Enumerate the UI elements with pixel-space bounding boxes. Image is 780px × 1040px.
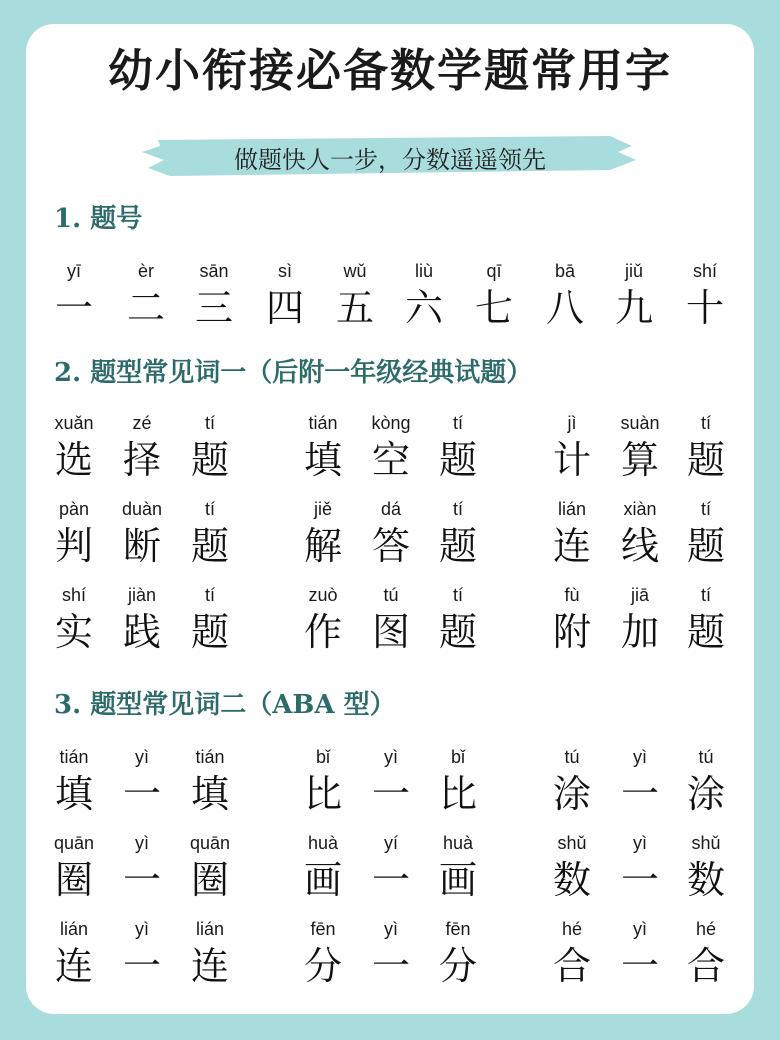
character-cell [542, 412, 602, 486]
hanzi-character: 一 [122, 858, 161, 902]
character-cell [293, 498, 353, 572]
character-cell [44, 746, 104, 820]
hanzi-character: 题 [438, 524, 477, 568]
pinyin-label: tí [700, 499, 711, 519]
pinyin-label: hé [561, 919, 583, 939]
pinyin-label: jiàn [127, 585, 157, 605]
hanzi-character: 七 [474, 286, 513, 330]
subtitle: 做题快人一步，分数遥遥领先 [234, 146, 546, 174]
character-cell [464, 260, 524, 334]
hanzi-character: 填 [54, 772, 93, 816]
hanzi-character: 一 [122, 772, 161, 816]
pinyin-label: lián [557, 499, 587, 519]
pinyin-label: tí [452, 413, 463, 433]
character-cell [361, 746, 421, 820]
pinyin-label: lián [59, 919, 89, 939]
pinyin-label: yì [134, 833, 149, 853]
hanzi-character: 一 [122, 944, 161, 988]
character-cell [293, 412, 353, 486]
hanzi-character: 一 [54, 286, 93, 330]
character-cell [184, 260, 244, 334]
character-cell [542, 746, 602, 820]
hanzi-character: 连 [54, 944, 93, 988]
hanzi-character: 填 [303, 438, 342, 482]
hanzi-character: 数 [552, 858, 591, 902]
character-cell [361, 584, 421, 658]
hanzi-character: 填 [190, 772, 229, 816]
pinyin-label: liù [414, 261, 433, 281]
pinyin-label: jì [567, 413, 577, 433]
character-cell [293, 584, 353, 658]
hanzi-character: 一 [620, 772, 659, 816]
hanzi-character: 题 [686, 438, 725, 482]
hanzi-character: 涂 [552, 772, 591, 816]
pinyin-label: sān [199, 261, 229, 281]
pinyin-label: hé [695, 919, 717, 939]
hanzi-character: 择 [122, 438, 161, 482]
character-cell [676, 746, 736, 820]
character-cell [428, 832, 488, 906]
hanzi-character: 加 [620, 610, 659, 654]
pinyin-label: shí [61, 585, 86, 605]
hanzi-character: 解 [303, 524, 342, 568]
pinyin-label: tí [204, 413, 215, 433]
hanzi-character: 图 [371, 610, 410, 654]
pinyin-label: yī [66, 261, 81, 281]
hanzi-character: 连 [552, 524, 591, 568]
character-cell [604, 260, 664, 334]
hanzi-character: 题 [190, 524, 229, 568]
pinyin-label: yì [383, 747, 398, 767]
character-cell [428, 746, 488, 820]
character-cell [610, 832, 670, 906]
character-cell [542, 918, 602, 992]
pinyin-label: fù [564, 585, 580, 605]
hanzi-character: 空 [371, 438, 410, 482]
character-cell [361, 412, 421, 486]
character-cell [44, 260, 104, 334]
character-cell [180, 918, 240, 992]
hanzi-character: 题 [190, 438, 229, 482]
pinyin-label: huà [442, 833, 474, 853]
hanzi-character: 合 [686, 944, 725, 988]
character-cell [112, 412, 172, 486]
pinyin-label: yí [383, 833, 398, 853]
character-cell [112, 832, 172, 906]
character-cell [676, 832, 736, 906]
hanzi-character: 题 [686, 610, 725, 654]
pinyin-label: yì [134, 747, 149, 767]
section-heading-1: 1. 题号 [54, 204, 143, 234]
pinyin-label: tú [698, 747, 714, 767]
character-cell [542, 498, 602, 572]
hanzi-character: 作 [303, 610, 342, 654]
character-cell [180, 412, 240, 486]
hanzi-character: 答 [371, 524, 410, 568]
character-cell [44, 412, 104, 486]
character-cell [676, 498, 736, 572]
pinyin-label: wǔ [343, 261, 367, 281]
pinyin-label: yì [632, 747, 647, 767]
page-title: 幼小衔接必备数学题常用字 [107, 44, 672, 97]
pinyin-label: tí [452, 585, 463, 605]
hanzi-character: 计 [552, 438, 591, 482]
hanzi-character: 八 [545, 286, 584, 330]
character-cell [610, 746, 670, 820]
pinyin-label: kòng [371, 413, 411, 433]
pinyin-label: tián [59, 747, 89, 767]
pinyin-label: jiě [313, 499, 332, 519]
pinyin-label: yì [134, 919, 149, 939]
character-cell [675, 260, 735, 334]
character-cell [610, 498, 670, 572]
pinyin-label: yì [632, 919, 647, 939]
pinyin-label: fēn [310, 919, 336, 939]
character-cell [428, 584, 488, 658]
hanzi-character: 九 [614, 286, 653, 330]
character-cell [293, 832, 353, 906]
hanzi-character: 一 [620, 944, 659, 988]
hanzi-character: 附 [552, 610, 591, 654]
pinyin-label: tí [452, 499, 463, 519]
hanzi-character: 画 [438, 858, 477, 902]
pinyin-label: shǔ [557, 833, 587, 853]
pinyin-label: zuò [308, 585, 338, 605]
character-cell [361, 832, 421, 906]
character-cell [676, 412, 736, 486]
hanzi-character: 一 [371, 944, 410, 988]
pinyin-label: xuǎn [54, 413, 94, 433]
character-cell [255, 260, 315, 334]
character-cell [112, 918, 172, 992]
character-cell [361, 918, 421, 992]
pinyin-label: èr [137, 261, 154, 281]
hanzi-character: 连 [190, 944, 229, 988]
character-cell [676, 918, 736, 992]
pinyin-label: quān [189, 833, 231, 853]
hanzi-character: 数 [686, 858, 725, 902]
character-cell [44, 832, 104, 906]
hanzi-character: 线 [620, 524, 659, 568]
section-heading-3: 3. 题型常见词二（ABA 型） [54, 690, 396, 720]
character-cell [676, 584, 736, 658]
character-cell [325, 260, 385, 334]
character-cell [610, 584, 670, 658]
hanzi-character: 五 [335, 286, 374, 330]
character-cell [293, 918, 353, 992]
character-cell [542, 832, 602, 906]
character-cell [361, 498, 421, 572]
hanzi-character: 比 [438, 772, 477, 816]
character-cell [428, 412, 488, 486]
character-cell [44, 498, 104, 572]
hanzi-character: 一 [371, 858, 410, 902]
hanzi-character: 题 [438, 438, 477, 482]
hanzi-character: 分 [438, 944, 477, 988]
pinyin-label: suàn [620, 413, 660, 433]
hanzi-character: 选 [54, 438, 93, 482]
character-cell [180, 584, 240, 658]
pinyin-label: fēn [445, 919, 471, 939]
character-cell [610, 412, 670, 486]
pinyin-label: tián [308, 413, 338, 433]
pinyin-label: tí [204, 585, 215, 605]
pinyin-label: tí [700, 413, 711, 433]
hanzi-character: 圈 [54, 858, 93, 902]
hanzi-character: 六 [404, 286, 443, 330]
pinyin-label: tú [564, 747, 580, 767]
character-cell [112, 498, 172, 572]
pinyin-label: jiā [630, 585, 649, 605]
section-heading-2: 2. 题型常见词一（后附一年级经典试题） [54, 358, 533, 388]
hanzi-character: 三 [194, 286, 233, 330]
character-cell [180, 746, 240, 820]
character-cell [116, 260, 176, 334]
pinyin-label: xiàn [623, 499, 657, 519]
pinyin-label: sì [277, 261, 292, 281]
hanzi-character: 四 [265, 286, 304, 330]
pinyin-label: qī [486, 261, 502, 281]
pinyin-label: bǐ [315, 747, 330, 767]
hanzi-character: 比 [303, 772, 342, 816]
character-cell [180, 832, 240, 906]
hanzi-character: 践 [122, 610, 161, 654]
pinyin-label: yì [632, 833, 647, 853]
hanzi-character: 涂 [686, 772, 725, 816]
pinyin-label: bā [554, 261, 576, 281]
pinyin-label: tián [195, 747, 225, 767]
pinyin-label: tí [204, 499, 215, 519]
character-cell [293, 746, 353, 820]
pinyin-label: shǔ [691, 833, 721, 853]
hanzi-character: 分 [303, 944, 342, 988]
character-cell [44, 584, 104, 658]
character-cell [610, 918, 670, 992]
character-cell [44, 918, 104, 992]
pinyin-label: tí [700, 585, 711, 605]
pinyin-label: lián [195, 919, 225, 939]
pinyin-label: pàn [58, 499, 90, 519]
hanzi-character: 题 [438, 610, 477, 654]
pinyin-label: dá [380, 499, 402, 519]
hanzi-character: 二 [126, 286, 165, 330]
pinyin-label: duàn [121, 499, 163, 519]
hanzi-character: 合 [552, 944, 591, 988]
character-cell [112, 746, 172, 820]
character-cell [180, 498, 240, 572]
hanzi-character: 圈 [190, 858, 229, 902]
pinyin-label: bǐ [450, 747, 465, 767]
hanzi-character: 画 [303, 858, 342, 902]
character-cell [428, 498, 488, 572]
pinyin-label: jiǔ [624, 261, 643, 281]
hanzi-character: 实 [54, 610, 93, 654]
hanzi-character: 断 [122, 524, 161, 568]
character-cell [394, 260, 454, 334]
pinyin-label: yì [383, 919, 398, 939]
hanzi-character: 十 [685, 286, 724, 330]
pinyin-label: zé [132, 413, 152, 433]
pinyin-label: huà [307, 833, 339, 853]
character-cell [535, 260, 595, 334]
character-cell [542, 584, 602, 658]
hanzi-character: 算 [620, 438, 659, 482]
hanzi-character: 题 [190, 610, 229, 654]
character-cell [112, 584, 172, 658]
hanzi-character: 一 [371, 772, 410, 816]
hanzi-character: 题 [686, 524, 725, 568]
pinyin-label: tú [383, 585, 399, 605]
pinyin-label: quān [53, 833, 95, 853]
pinyin-label: shí [692, 261, 717, 281]
hanzi-character: 判 [54, 524, 93, 568]
character-cell [428, 918, 488, 992]
hanzi-character: 一 [620, 858, 659, 902]
